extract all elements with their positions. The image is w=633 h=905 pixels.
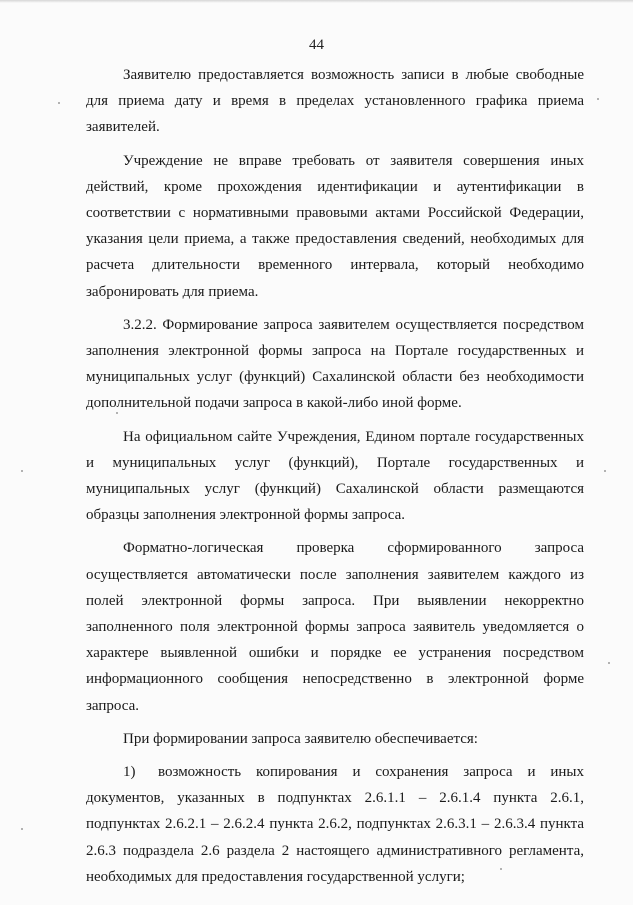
scan-speck <box>58 102 60 104</box>
scan-speck <box>21 470 23 472</box>
scan-edge <box>0 0 633 3</box>
scan-speck <box>597 98 599 100</box>
paragraph: 1) возможность копирования и сохранения запроса и иных документов, указанных в подпунктах 2.6.1.1 – 2.6.1.4 пункта 2.6.1, подпунктах 2.6.2.1 – 2.6.2.4 пункта 2.6.2, подпунктах 2.6.3.1 – 2.6.3.4 пункта 2.6.3 подраздела 2.6 раздела 2 настоящего административного регламента, необходимых для предоставления государственной услуги; <box>86 764 584 885</box>
scan-speck <box>608 662 610 664</box>
scan-speck <box>604 470 606 472</box>
paragraph: Учреждение не вправе требовать от заявителя совершения иных действий, кроме прохождения идентификации и аутентификации в соответствии с нормативными правовыми актами Российской Федерации, указания цели приема, а также предоставления сведений, необходимых для расчета длительности временного интервала, который необходимо забронировать для приема. <box>86 152 584 300</box>
page-number: 44 <box>309 37 324 53</box>
scan-speck <box>21 828 23 830</box>
paragraph: На официальном сайте Учреждения, Едином портале государственных и муниципальных услуг (функций), Портале государственных и муниципальных услуг (функций) Сахалинской области размещаются образцы заполнения электронной формы запроса. <box>86 428 584 524</box>
body-text <box>86 62 584 890</box>
paragraph: При формировании запроса заявителю обеспечивается: <box>123 730 478 747</box>
paragraph: Заявителю предоставляется возможность записи в любые свободные для приема дату и время в пределах установленного графика приема заявителей. <box>86 67 584 136</box>
paragraph: 3.2.2. Формирование запроса заявителем осуществляется посредством заполнения электронной формы запроса на Портале государственных и муниципальных услуг (функций) Сахалинской области без необходимости дополнительной подачи запроса в какой-либо иной форме. <box>86 316 584 412</box>
scan-speck <box>500 868 502 870</box>
paragraph: Форматно-логическая проверка сформированного запроса осуществляется автоматически после заполнения заявителем каждого из полей электронной формы запроса. При выявлении некорректно заполненного поля электронной формы запроса заявитель уведомляется о характере выявленной ошибки и порядке ее устранения посредством информационного сообщения непосредственно в электронной форме запроса. <box>86 540 584 714</box>
scan-speck <box>116 412 118 414</box>
